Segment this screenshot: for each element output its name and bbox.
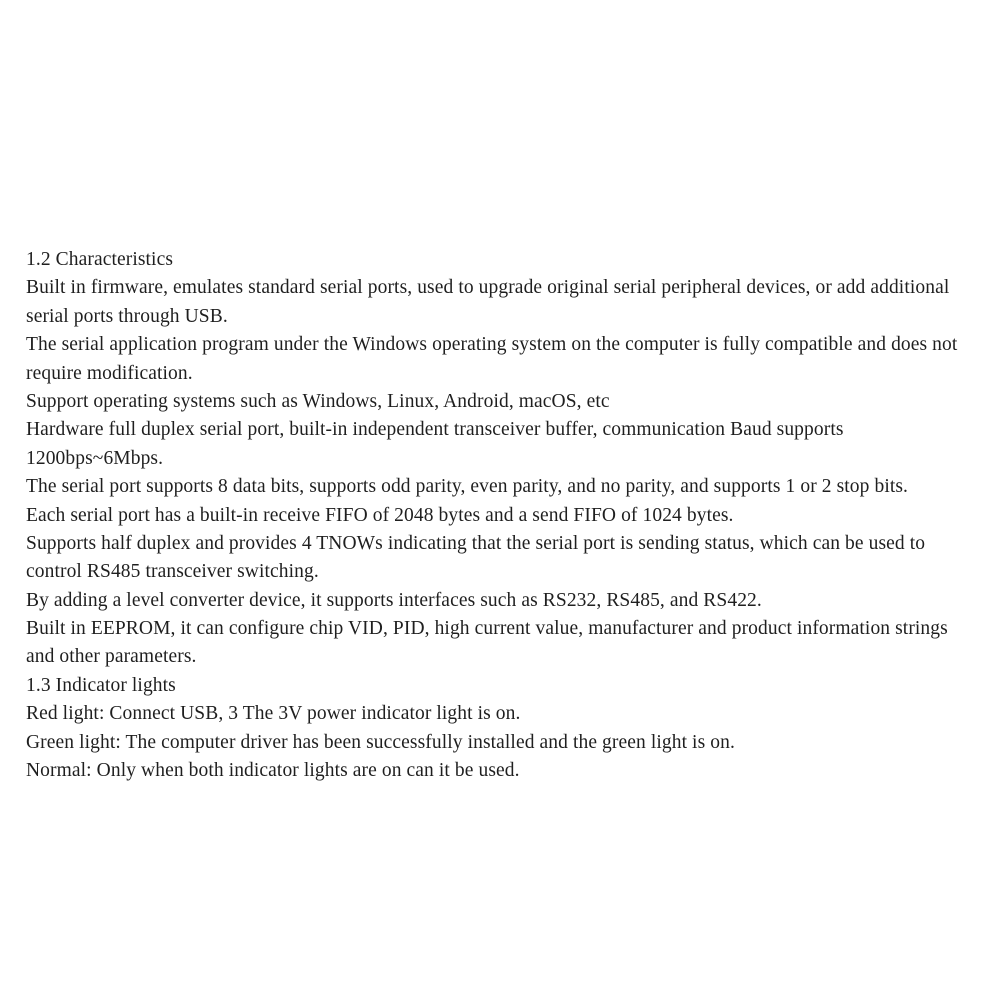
text-line: Red light: Connect USB, 3 The 3V power indicator light is on. [26,703,521,725]
text-line: Each serial port has a built-in receive FIFO of 2048 bytes and a send FIFO of 1024 bytes. [26,504,734,526]
text-line: control RS485 transceiver switching. [26,561,319,583]
text-line: Hardware full duplex serial port, built-in independent transceiver buffer, communication Baud supports [26,419,844,441]
section-heading: 1.2 Characteristics [26,249,174,270]
text-line: Green light: The computer driver has been successfully installed and the green light is on. [26,731,735,753]
text-line: serial ports through USB. [26,305,228,327]
text-line: Built in EEPROM, it can configure chip VID, PID, high current value, manufacturer and product information strings [26,618,948,640]
text-line: By adding a level converter device, it supports interfaces such as RS232, RS485, and RS422. [26,589,762,611]
text-line: Normal: Only when both indicator lights are on can it be used. [26,760,520,782]
document-text-block [26,246,985,785]
text-line: 1200bps~6Mbps. [26,447,164,469]
text-line: Supports half duplex and provides 4 TNOWs indicating that the serial port is sending status, which can be used to [26,532,926,554]
text-line: Support operating systems such as Windows, Linux, Android, macOS, etc [26,390,610,412]
text-line: and other parameters. [26,646,197,668]
text-line: The serial port supports 8 data bits, supports odd parity, even parity, and no parity, and supports 1 or 2 stop bits. [26,476,909,498]
section-heading: 1.3 Indicator lights [26,674,176,696]
text-line: Built in firmware, emulates standard serial ports, used to upgrade original serial peripheral devices, or add additional [26,277,950,299]
text-line: require modification. [26,362,193,384]
text-line: The serial application program under the Windows operating system on the computer is fully compatible and does not [26,334,958,356]
